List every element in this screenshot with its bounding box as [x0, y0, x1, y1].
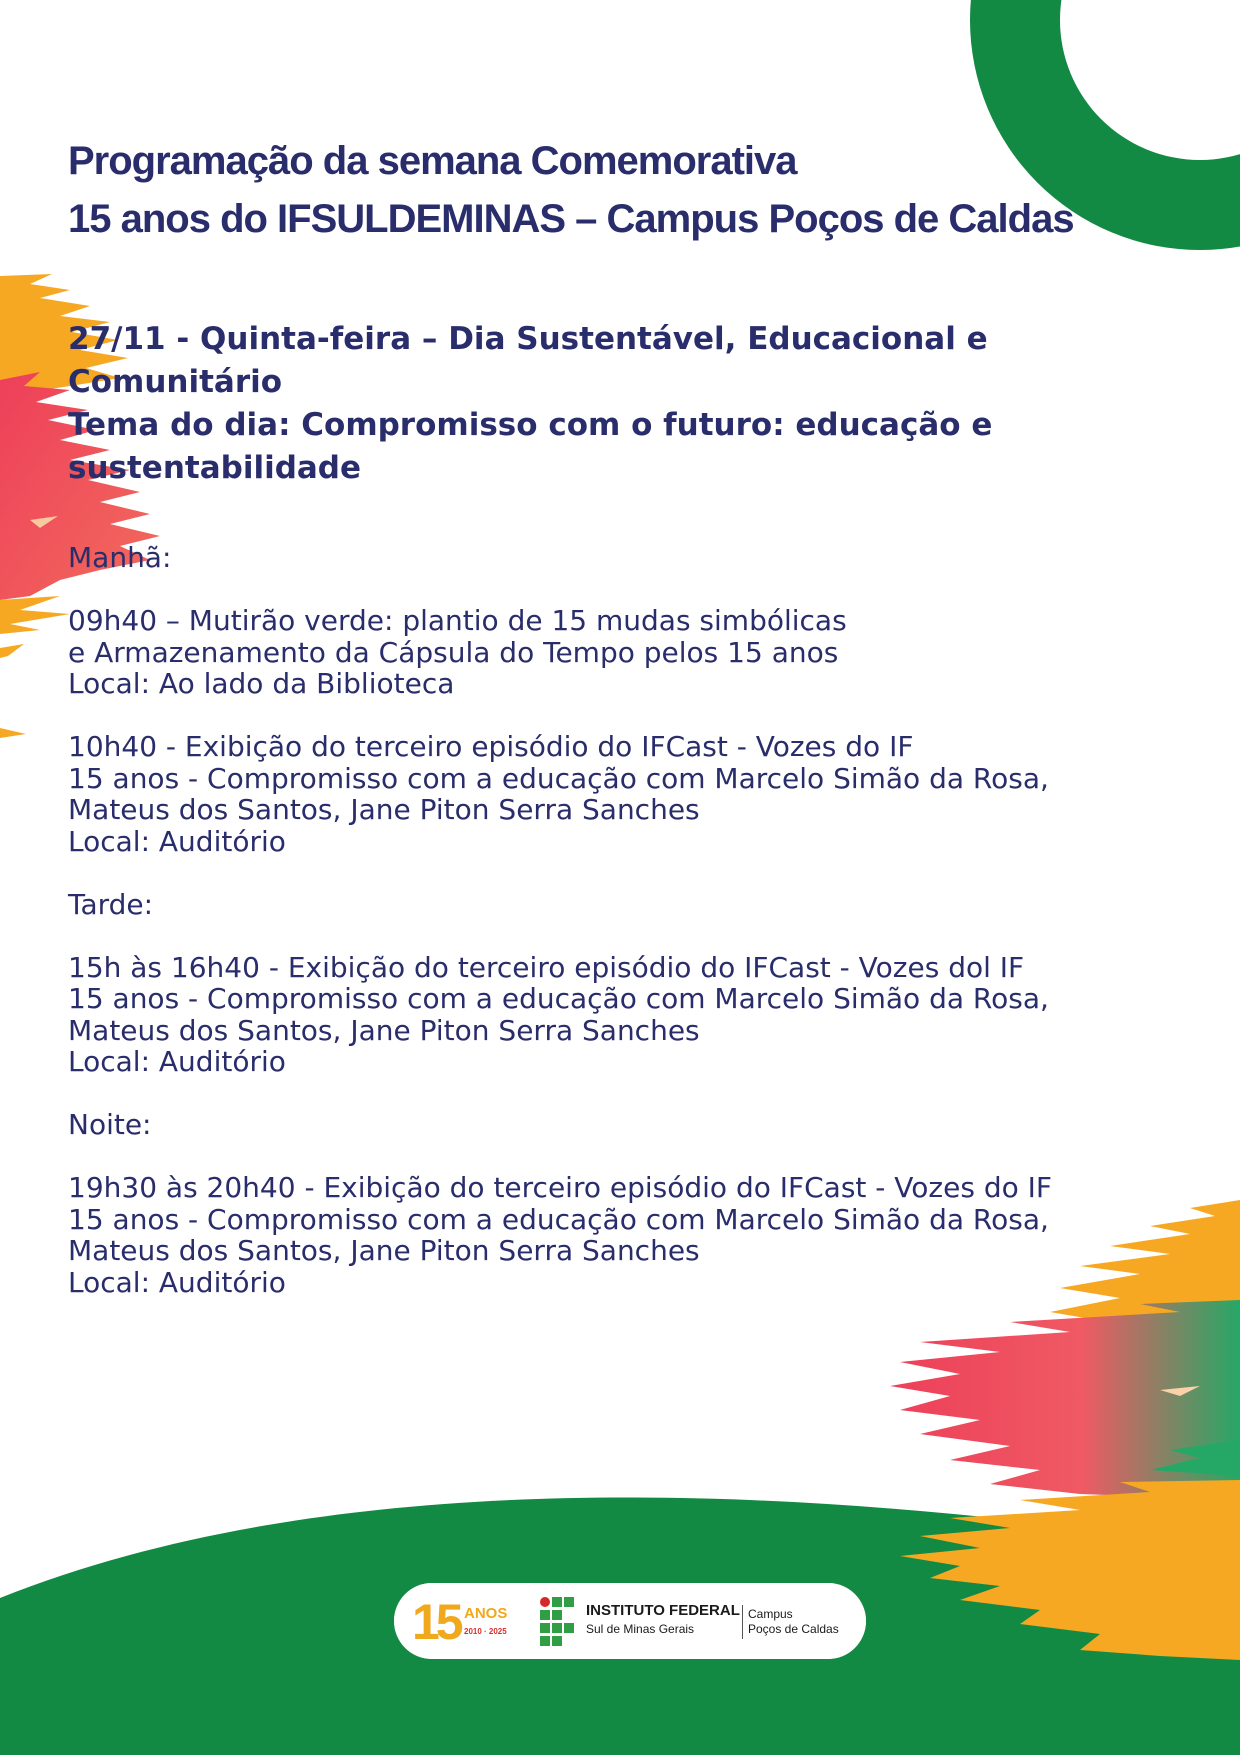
anniversary-number: 15 — [412, 1594, 460, 1650]
title-line-1: Programação da semana Comemorativa — [68, 139, 797, 183]
campus-line-1: Campus — [748, 1607, 793, 1621]
title-line-2: 15 anos do IFSULDEMINAS – Campus Poços de Caldas — [68, 197, 1074, 241]
event-line: 19h30 às 20h40 - Exibição do terceiro episódio do IFCast - Vozes do IF — [68, 1171, 1052, 1204]
campus-line-2: Poços de Caldas — [748, 1622, 839, 1636]
morning-label: Manhã: — [68, 541, 172, 574]
event-line: e Armazenamento da Cápsula do Tempo pelos 15 anos — [68, 635, 839, 669]
day-header-line-1: 27/11 - Quinta-feira – Dia Sustentável, Educacional e — [68, 321, 988, 357]
event-location: Local: Auditório — [68, 1265, 286, 1299]
night-label: Noite: — [68, 1108, 152, 1141]
event-line: 10h40 - Exibição do terceiro episódio do IFCast - Vozes do IF — [68, 730, 914, 763]
event-line: 15 anos - Compromisso com a educação com Marcelo Simão da Rosa, — [68, 982, 1049, 1015]
logo-divider — [742, 1605, 743, 1639]
campus-name — [748, 1607, 839, 1637]
event-location: Local: Ao lado da Biblioteca — [68, 667, 455, 700]
event-line: Mateus dos Santos, Jane Piton Serra Sanches — [68, 793, 700, 826]
event-line: 09h40 – Mutirão verde: plantio de 15 mudas simbólicas — [68, 604, 847, 637]
institute-subtitle: Sul de Minas Gerais — [586, 1622, 695, 1636]
event-line: 15 anos - Compromisso com a educação com Marcelo Simão da Rosa, — [68, 1202, 1049, 1236]
anniversary-word: ANOS — [464, 1605, 508, 1622]
page-title — [68, 132, 1074, 248]
anniversary-years: 2010 · 2025 — [464, 1627, 507, 1636]
event-line: 15h às 16h40 - Exibição do terceiro episódio do IFCast - Vozes dol IF — [68, 950, 1025, 984]
event-line: Mateus dos Santos, Jane Piton Serra Sanches — [68, 1234, 700, 1267]
anniversary-logo — [412, 1595, 530, 1649]
event-line: 15 anos - Compromisso com a educação com Marcelo Simão da Rosa, — [68, 761, 1049, 795]
schedule — [68, 542, 1178, 1298]
day-header-line-4: sustentabilidade — [68, 450, 362, 486]
event-location: Local: Auditório — [68, 824, 286, 858]
institute-name: INSTITUTO FEDERAL — [586, 1602, 740, 1619]
event-location: Local: Auditório — [68, 1045, 286, 1078]
day-header — [68, 318, 1068, 490]
footer-logo-bar — [394, 1583, 866, 1659]
afternoon-label: Tarde: — [68, 887, 154, 921]
day-header-line-2: Comunitário — [68, 364, 283, 400]
day-header-line-3: Tema do dia: Compromisso com o futuro: educação e — [68, 407, 993, 443]
event-line: Mateus dos Santos, Jane Piton Serra Sanches — [68, 1013, 700, 1047]
instituto-federal-logo-icon — [540, 1597, 580, 1647]
